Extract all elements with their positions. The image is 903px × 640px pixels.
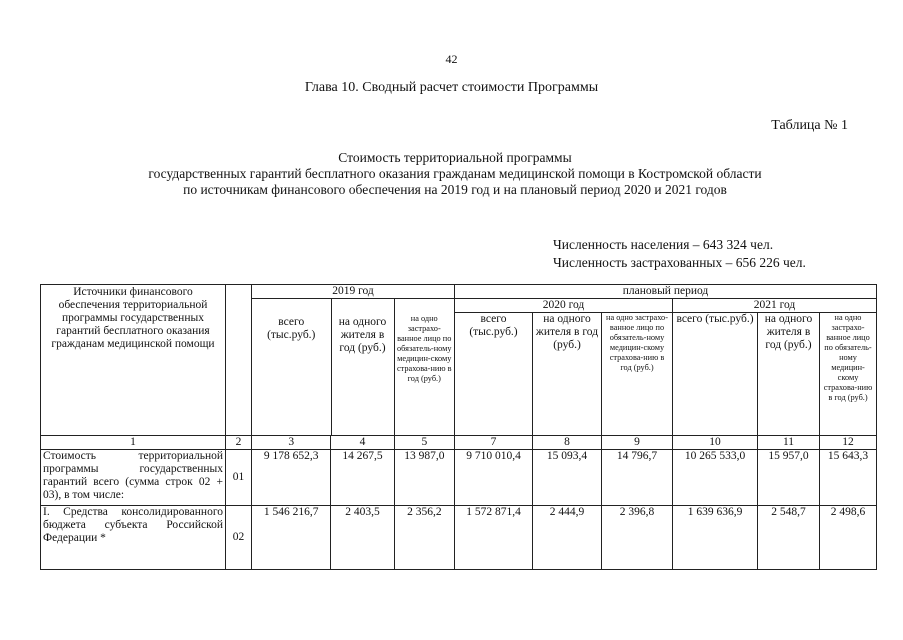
row-value: 15 957,0 <box>758 450 820 506</box>
header-2019-sub <box>252 299 455 436</box>
header-2020-per-insured: на одно застрахо-ванное лицо по обязатель-ному медицин-скому страхова-нию в год (руб.) <box>602 313 673 436</box>
row-label: Стоимость территориальной программы государственных гарантий всего (сумма строк 02 + 03), в том числе: <box>41 450 226 506</box>
header-planned: плановый период <box>455 285 877 299</box>
row-value: 9 710 010,4 <box>455 450 533 506</box>
cost-table <box>40 284 877 570</box>
page-number: 42 <box>445 52 458 66</box>
header-2019-per-insured: на одно застрахо-ванное лицо по обязатель-ному медицин-скому страхова-нию в год (руб.) <box>396 314 452 383</box>
row-value: 15 643,3 <box>820 450 877 506</box>
row-value: 14 267,5 <box>331 450 394 506</box>
col-num: 2 <box>226 436 252 450</box>
row-value: 2 498,6 <box>820 506 877 570</box>
row-value: 9 178 652,3 <box>252 450 331 506</box>
col-num: 7 <box>455 436 533 450</box>
col-num: 12 <box>820 436 877 450</box>
header-2019-per-resident: на одного жителя в год (руб.) <box>331 299 394 435</box>
col-num: 11 <box>758 436 820 450</box>
col-num: 1 <box>41 436 226 450</box>
header-2019: 2019 год <box>252 285 455 299</box>
row-value: 2 356,2 <box>394 506 454 570</box>
row-value: 2 444,9 <box>533 506 602 570</box>
col-num: 10 <box>673 436 758 450</box>
header-2021: 2021 год <box>673 299 877 313</box>
row-value: 10 265 533,0 <box>673 450 758 506</box>
col-num: 8 <box>533 436 602 450</box>
row-value: 2 396,8 <box>602 506 673 570</box>
row-value: 1 546 216,7 <box>252 506 331 570</box>
heading-line-3: по источникам финансового обеспечения на 2019 год и на плановый период 2020 и 2021 годов <box>183 182 727 197</box>
column-number-row <box>41 436 877 450</box>
heading-line-2: государственных гарантий бесплатного оказания гражданам медицинской помощи в Костромской области <box>148 166 762 181</box>
table-heading <box>60 150 850 198</box>
row-value: 1 639 636,9 <box>673 506 758 570</box>
population-total: Численность населения – 643 324 чел. <box>553 237 774 252</box>
row-label: I. Средства консолидированного бюджета субъекта Российской Федерации * <box>41 506 226 570</box>
population-insured: Численность застрахованных – 656 226 чел. <box>553 255 806 270</box>
header-source: Источники финансового обеспечения территориальной программы государственных гарантий бесплатного оказания гражданам медицинской помощи <box>41 285 226 436</box>
col-num: 4 <box>331 436 394 450</box>
header-2021-per-insured: на одно застрахо-ванное лицо по обязатель-ному медицин-скому страхова-нию в год (руб.) <box>820 313 877 436</box>
header-2020-total: всего (тыс.руб.) <box>455 313 533 436</box>
row-value: 15 093,4 <box>533 450 602 506</box>
row-code: 02 <box>226 506 252 570</box>
table-row <box>41 450 877 506</box>
row-value: 1 572 871,4 <box>455 506 533 570</box>
header-2019-total: всего (тыс.руб.) <box>252 299 331 435</box>
header-2020: 2020 год <box>455 299 673 313</box>
heading-line-1: Стоимость территориальной программы <box>338 150 572 165</box>
row-value: 13 987,0 <box>394 450 454 506</box>
header-2020-per-resident: на одного жителя в год (руб.) <box>533 313 602 436</box>
col-num: 9 <box>602 436 673 450</box>
table-label: Таблица № 1 <box>771 118 848 133</box>
row-value: 2 403,5 <box>331 506 394 570</box>
col-num: 3 <box>252 436 331 450</box>
col-num: 5 <box>394 436 454 450</box>
population-info <box>553 236 806 272</box>
row-value: 14 796,7 <box>602 450 673 506</box>
header-2021-total: всего (тыс.руб.) <box>673 313 758 436</box>
row-value: 2 548,7 <box>758 506 820 570</box>
header-code <box>226 285 252 436</box>
table-row <box>41 506 877 570</box>
header-2021-per-resident: на одного жителя в год (руб.) <box>758 313 820 436</box>
chapter-title: Глава 10. Сводный расчет стоимости Программы <box>304 80 599 95</box>
row-code: 01 <box>226 450 252 506</box>
